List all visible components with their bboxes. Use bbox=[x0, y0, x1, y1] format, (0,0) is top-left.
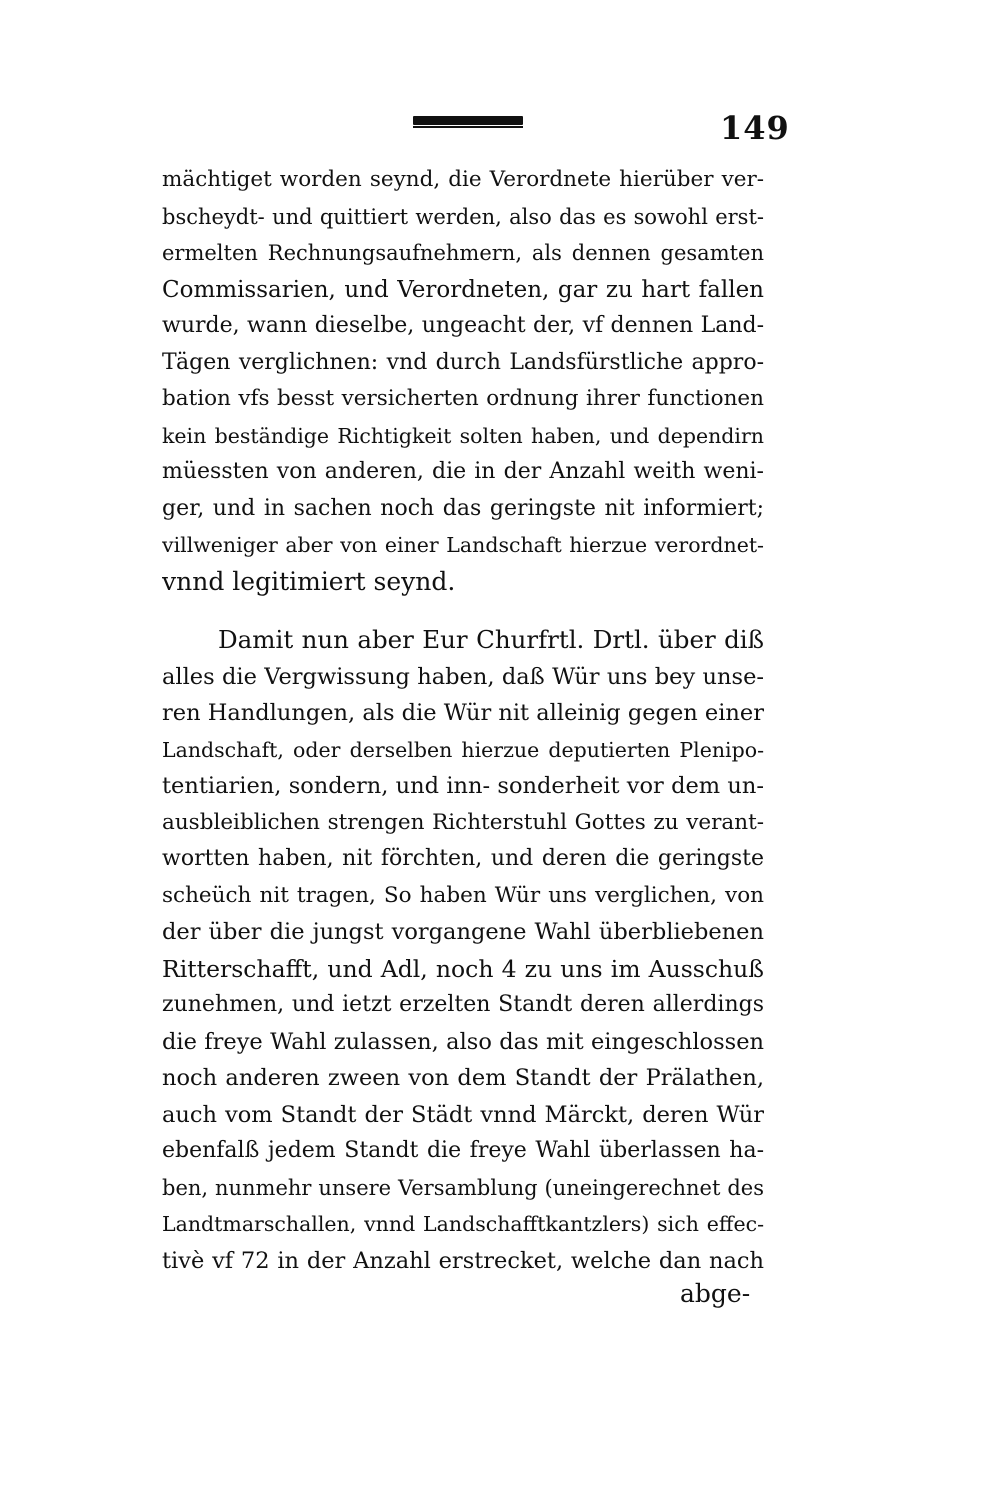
text-line: ausbleiblichen strengen Richterstuhl Gottes zu verant- bbox=[162, 809, 764, 835]
text-line: Commissarien, und Verordneten, gar zu hart fallen bbox=[162, 276, 764, 303]
text-line: wortten haben, nit förchten, und deren die geringste bbox=[162, 846, 764, 871]
header-ornament-rule-thin bbox=[413, 126, 523, 128]
text-line: auch vom Standt der Städt vnnd Märckt, deren Wür bbox=[162, 1101, 764, 1128]
text-line: Landschaft, oder derselben hierzue deputierten Plenipo- bbox=[162, 737, 764, 762]
text-line: vnnd legitimiert seynd. bbox=[162, 566, 456, 596]
text-line: alles die Vergwissung haben, daß Wür uns bey unse- bbox=[162, 663, 764, 690]
catchword: abge- bbox=[680, 1279, 751, 1308]
text-line: noch anderen zween von dem Standt der Prälathen, bbox=[162, 1065, 764, 1091]
text-line: Landtmarschallen, vnnd Landschafftkantzlers) sich effec- bbox=[162, 1212, 764, 1236]
text-line: der über die jungst vorgangene Wahl überbliebenen bbox=[162, 919, 764, 945]
text-line: ren Handlungen, als die Wür nit alleinig gegen einer bbox=[162, 700, 764, 726]
text-line: tivè vf 72 in der Anzahl erstrecket, welche dan nach bbox=[162, 1247, 764, 1274]
text-line: bscheydt- und quittiert werden, also das es sowohl erst- bbox=[162, 204, 764, 229]
page-number: 149 bbox=[720, 109, 790, 147]
text-line: bation vfs besst versicherten ordnung ihrer functionen bbox=[162, 386, 764, 411]
text-line: ger, und in sachen noch das geringste nit informiert; bbox=[162, 495, 764, 521]
text-line: Damit nun aber Eur Churfrtl. Drtl. über diß bbox=[218, 625, 764, 654]
text-line: wurde, wann dieselbe, ungeacht der, vf dennen Land- bbox=[162, 313, 764, 338]
text-line: tentiarien, sondern, und inn- sonderheit vor dem un- bbox=[162, 773, 764, 799]
text-line: Ritterschafft, und Adl, noch 4 zu uns im Ausschuß bbox=[162, 954, 764, 983]
text-line: scheüch nit tragen, So haben Wür uns verglichen, von bbox=[162, 882, 764, 908]
text-line: die freye Wahl zulassen, also das mit eingeschlossen bbox=[162, 1028, 764, 1055]
text-line: Tägen verglichnen: vnd durch Landsfürstliche appro- bbox=[162, 349, 764, 375]
text-line: ebenfalß jedem Standt die freye Wahl überlassen ha- bbox=[162, 1138, 764, 1163]
text-line: ermelten Rechnungsaufnehmern, als dennen gesamten bbox=[162, 241, 764, 265]
paragraph-1 bbox=[162, 162, 764, 600]
text-line: mächtiget worden seynd, die Verordnete hierüber ver- bbox=[162, 167, 764, 192]
text-line: müessten von anderen, die in der Anzahl weith weni- bbox=[162, 459, 764, 484]
text-line: ben, nunmehr unsere Versamblung (uneingerechnet des bbox=[162, 1175, 764, 1200]
text-line: kein beständige Richtigkeit solten haben, und dependirn bbox=[162, 423, 764, 448]
paragraph-2 bbox=[162, 622, 764, 1279]
text-line: villweniger aber von einer Landschaft hierzue verordnet- bbox=[162, 533, 764, 557]
header-ornament-rule bbox=[413, 116, 523, 125]
text-line: zunehmen, und ietzt erzelten Standt deren allerdings bbox=[162, 992, 764, 1017]
